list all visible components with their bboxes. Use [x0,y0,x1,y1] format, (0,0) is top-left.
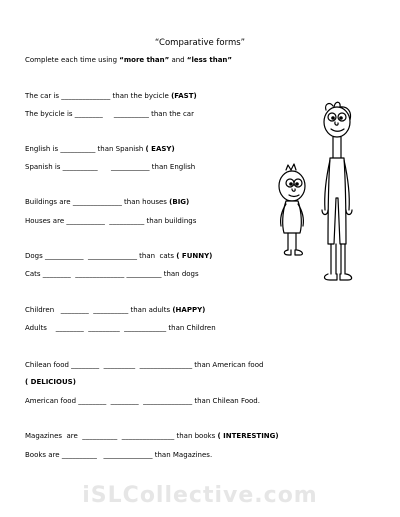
less-than-label: “less than” [186,56,233,64]
sentence-text: Houses are ___________ __________ than buildings [25,217,197,225]
exercise-line-15 [25,451,212,460]
instruction [25,56,232,64]
instruction-prefix: Complete each time using [25,56,120,64]
sentence-text: Dogs ___________ ______________ than cats [25,252,177,260]
tall-and-short-figures-illustration [278,98,378,288]
exercise-line-4 [25,163,195,172]
sentence-text: Buildings are ______________ than houses [25,198,170,206]
exercise-line-10 [25,324,216,333]
sentence-hint: (BIG) [169,198,190,206]
tall-figure [322,102,352,280]
watermark: iSLCollective.com [82,483,318,508]
sentence-text: English is __________ than Spanish [25,145,146,153]
sentence-hint: (HAPPY) [172,306,206,314]
exercise-line-2 [25,110,194,119]
more-than-label: “more than” [119,56,170,64]
exercise-line-13 [25,397,260,406]
sentence-text: Spanish is __________ ___________ than English [25,163,196,171]
exercise-line-7 [25,252,212,261]
sentence-text: Magazines are __________ _______________ than books [25,432,218,440]
exercise-line-14 [25,432,279,441]
exercise-line-3 [25,145,175,154]
exercise-line-12 [25,378,76,387]
sentence-text: Chilean food ________ _________ _______________ than American food [25,361,264,369]
sentence-text: The car is ______________ than the bycicle [25,92,172,100]
and-text: and [169,56,187,64]
sentence-text: American food ________ ________ ______________ than Chilean Food. [25,397,260,405]
sentence-text: Adults ________ _________ ____________ than Children [25,324,216,332]
sentence-hint: ( INTERESTING) [217,432,279,440]
exercise-line-8 [25,270,199,279]
sentence-text: The bycicle is ________ __________ than the car [25,110,194,118]
exercise-line-1 [25,92,197,101]
sentence-hint: ( EASY) [145,145,175,153]
exercise-line-9 [25,306,205,315]
worksheet-title: “Comparative forms” [154,38,246,48]
short-figure [279,164,305,255]
exercise-line-5 [25,198,189,207]
sentence-text: Books are __________ ______________ than Magazines. [25,451,213,459]
sentence-hint: (FAST) [171,92,197,100]
sentence-text: Children ________ __________ than adults [25,306,173,314]
exercise-line-11 [25,361,263,370]
exercise-line-6 [25,217,196,226]
sentence-hint: ( FUNNY) [176,252,213,260]
sentence-text: Cats ________ ______________ __________ than dogs [25,270,199,278]
sentence-hint: ( DELICIOUS) [25,378,76,386]
